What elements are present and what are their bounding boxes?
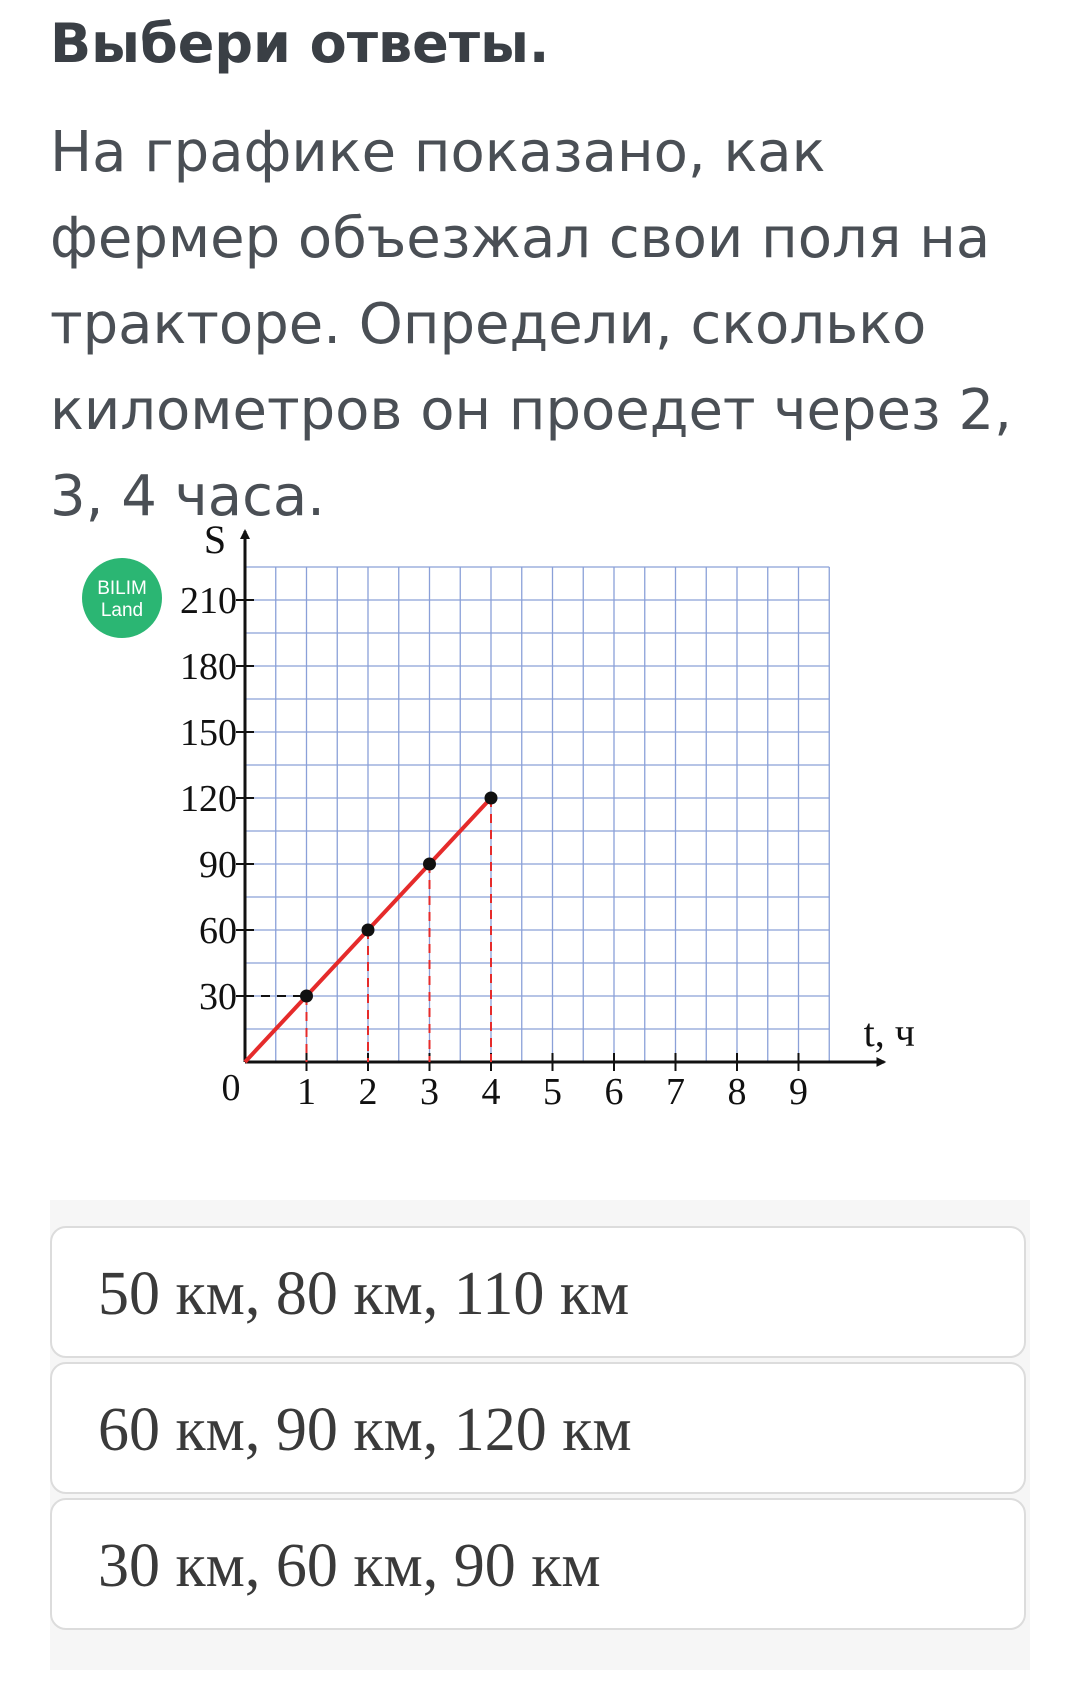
distance-time-chart xyxy=(50,517,1030,1200)
question-text: На графике показано, как фермер объезжал свои поля на тракторе. Определи, сколько километров он проедет через 2, 3, 4 часа. xyxy=(50,120,1012,529)
y-tick-label: 180 xyxy=(180,646,237,688)
x-tick-label: 4 xyxy=(481,1071,501,1113)
x-tick-label: 2 xyxy=(358,1071,378,1113)
logo-text-line1: BILIM xyxy=(97,578,147,599)
y-axis-label: S xyxy=(203,517,227,562)
y-tick-label: 60 xyxy=(199,910,237,952)
y-tick-label: 210 xyxy=(180,580,237,622)
answer-option-3[interactable] xyxy=(50,1498,1026,1630)
bilim-land-logo xyxy=(82,558,162,638)
x-tick-label: 8 xyxy=(727,1071,747,1113)
y-tick-label: 90 xyxy=(199,844,237,886)
x-tick-label: 3 xyxy=(420,1071,439,1113)
chart-axes xyxy=(236,531,884,1071)
y-tick-label: 120 xyxy=(180,778,237,820)
origin-label: 0 xyxy=(221,1067,241,1109)
answer-option-2[interactable] xyxy=(50,1362,1026,1494)
chart-labels xyxy=(180,517,915,1113)
data-point xyxy=(300,990,313,1003)
x-tick-label: 6 xyxy=(604,1071,624,1113)
y-tick-label: 30 xyxy=(199,976,237,1018)
answer-options xyxy=(50,1200,1030,1670)
answer-option-3-label: 30 км, 60 км, 90 км xyxy=(98,1532,601,1600)
y-tick-label: 150 xyxy=(180,712,237,754)
x-tick-label: 9 xyxy=(789,1071,808,1113)
data-point xyxy=(362,924,375,937)
chart-figure xyxy=(50,517,1030,1200)
x-tick-label: 5 xyxy=(543,1071,562,1113)
x-axis-label: t, ч xyxy=(863,1010,915,1055)
data-point xyxy=(423,858,436,871)
chart-grid xyxy=(245,567,829,1062)
answer-option-1[interactable] xyxy=(50,1226,1026,1358)
x-tick-label: 7 xyxy=(666,1071,685,1113)
data-point xyxy=(485,792,498,805)
answer-option-1-label: 50 км, 80 км, 110 км xyxy=(98,1260,630,1328)
x-tick-label: 1 xyxy=(297,1071,316,1113)
task-heading: Выбери ответы. xyxy=(50,12,550,75)
logo-text-line2: Land xyxy=(100,600,144,621)
answer-option-2-label: 60 км, 90 км, 120 км xyxy=(98,1396,632,1464)
